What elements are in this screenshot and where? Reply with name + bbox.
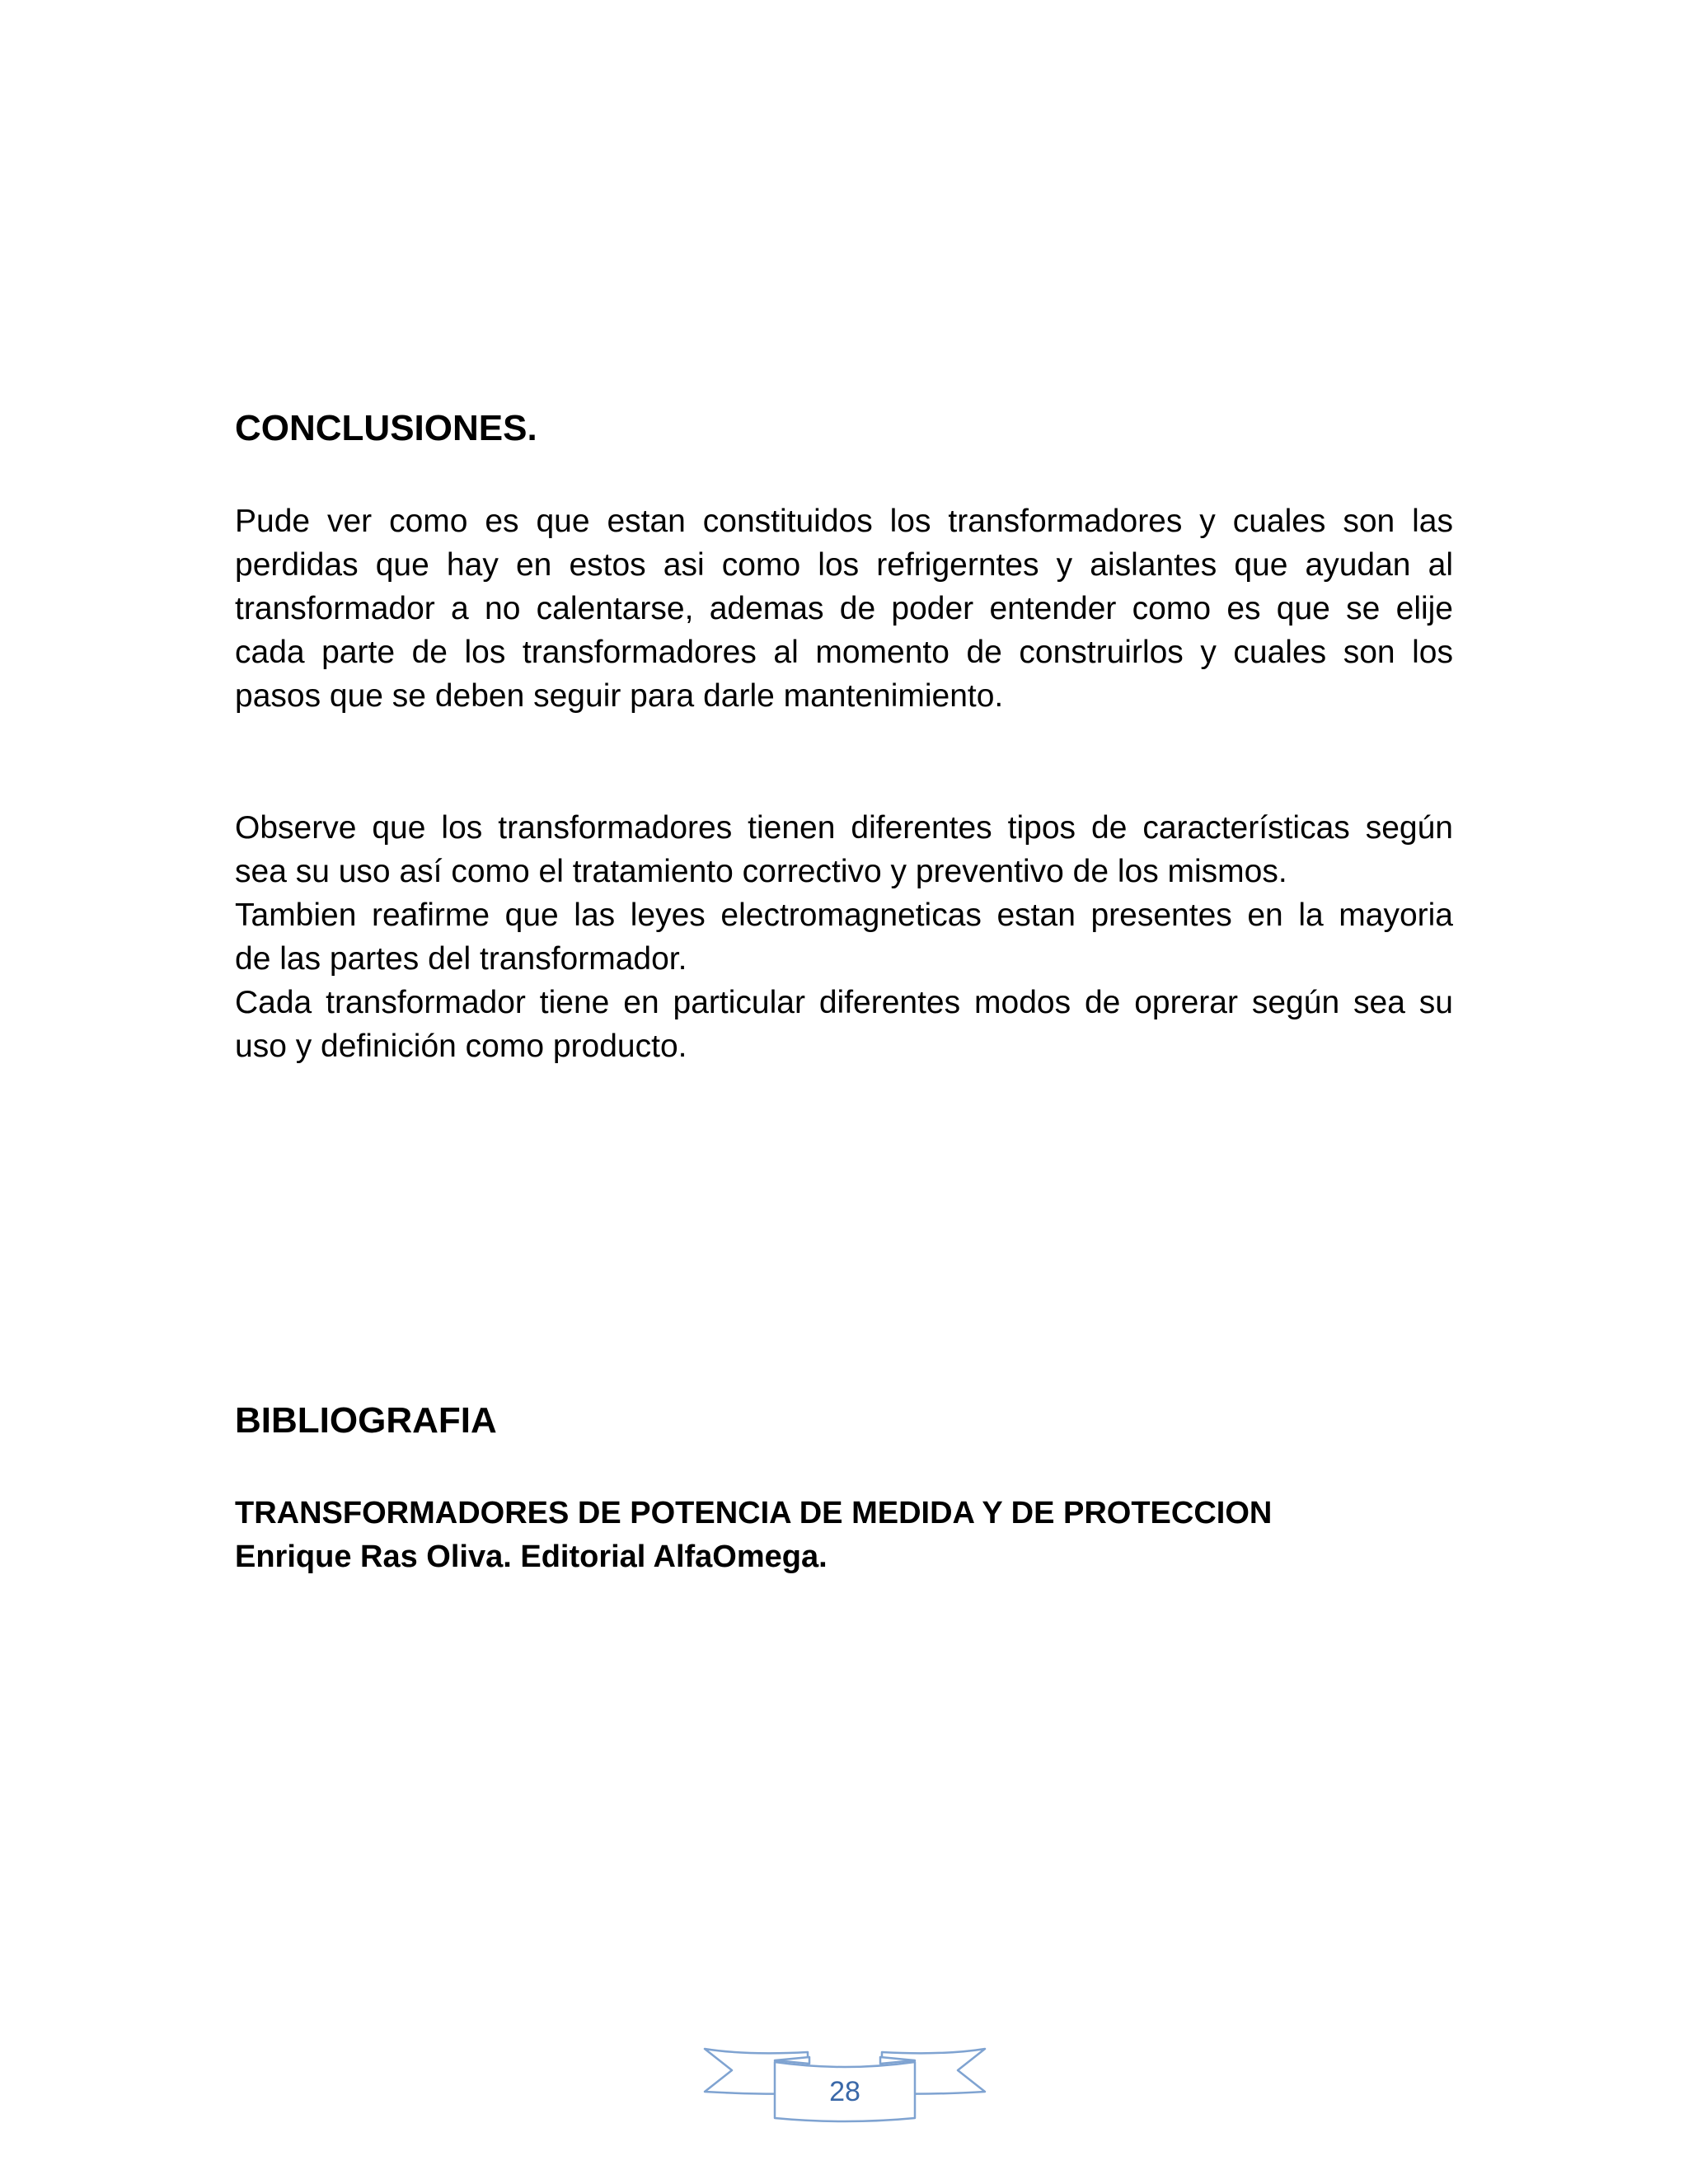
conclusions-paragraph-2: [235, 806, 1453, 1068]
text-line: sea su uso así como el tratamiento correctivo y preventivo de los mismos.: [235, 854, 1287, 889]
page-number: 28: [829, 2076, 860, 2107]
conclusions-paragraph-1: [235, 499, 1453, 718]
conclusions-heading: CONCLUSIONES.: [235, 408, 537, 448]
text-line: Pude ver como es que estan constituidos los transformadores y cuales son las: [235, 504, 1453, 539]
text-line: perdidas que hay en estos asi como los refrigerntes y aislantes que ayudan al: [235, 547, 1453, 583]
text-line: transformador a no calentarse, ademas de poder entender como es que se elije: [235, 591, 1453, 626]
bibliography-heading: BIBLIOGRAFIA: [235, 1400, 497, 1441]
text-line: uso y definición como producto.: [235, 1029, 687, 1064]
text-line: pasos que se deben seguir para darle mantenimiento.: [235, 678, 1004, 714]
bibliography-entry-author: Enrique Ras Oliva. Editorial AlfaOmega.: [235, 1540, 828, 1574]
text-line: Tambien reafirme que las leyes electromagneticas estan presentes en la mayoria: [235, 898, 1453, 933]
text-line: Cada transformador tiene en particular diferentes modos de oprerar según sea su: [235, 985, 1453, 1020]
text-line: Observe que los transformadores tienen diferentes tipos de características según: [235, 810, 1453, 846]
text-line: de las partes del transformador.: [235, 941, 687, 977]
bibliography-entry-title: TRANSFORMADORES DE POTENCIA DE MEDIDA Y DE PROTECCION: [235, 1496, 1273, 1530]
text-line: cada parte de los transformadores al momento de construirlos y cuales son los: [235, 635, 1453, 670]
